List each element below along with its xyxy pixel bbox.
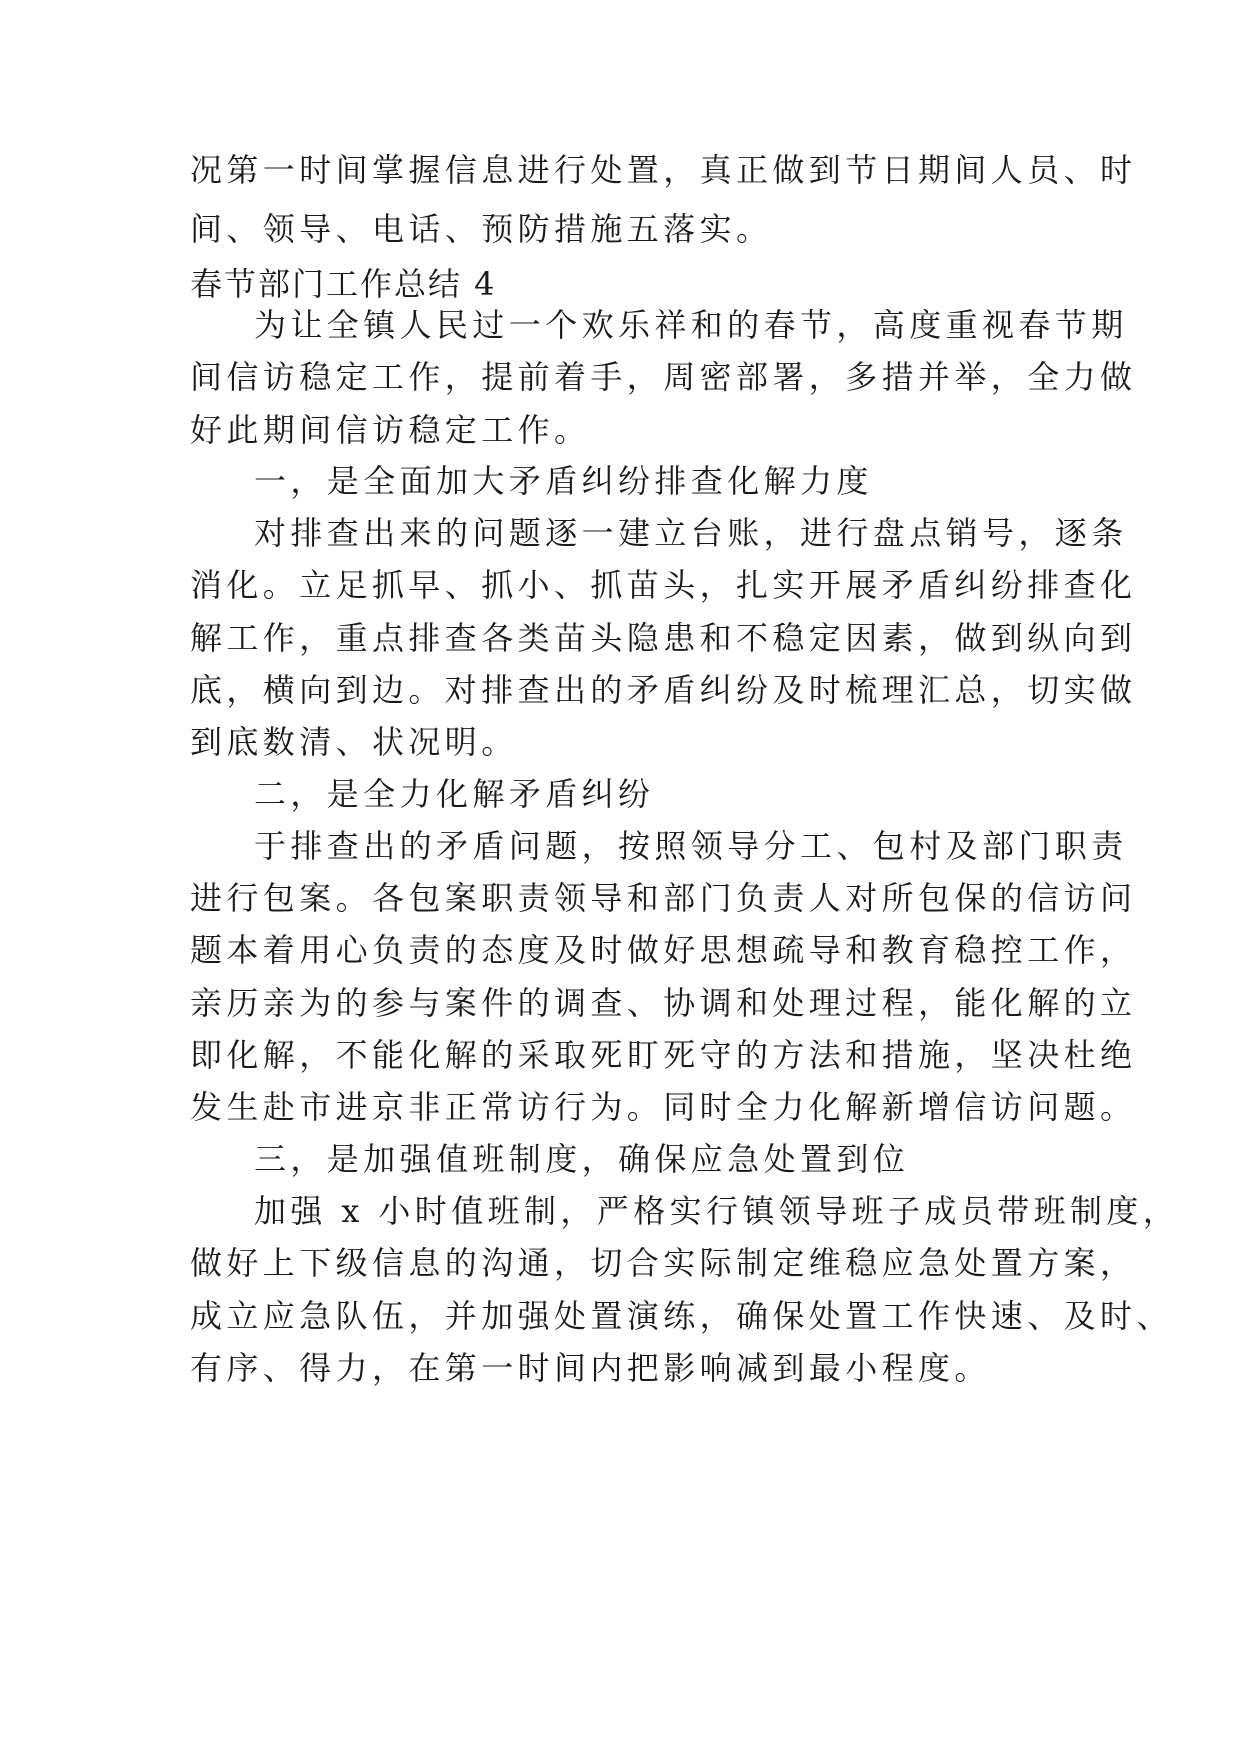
- section-title: 春节部门工作总结 4: [190, 265, 497, 303]
- paragraph-line: 即化解，不能化解的采取死盯死守的方法和措施，坚决杜绝: [190, 1036, 1137, 1074]
- paragraph-line: 对排查出来的问题逐一建立台账，进行盘点销号，逐条: [254, 514, 1128, 552]
- paragraph-line: 解工作，重点排查各类苗头隐患和不稳定因素，做到纵向到: [190, 619, 1137, 657]
- subheading-3: 三，是加强值班制度，确保应急处置到位: [254, 1140, 910, 1178]
- paragraph-line: 间信访稳定工作，提前着手，周密部署，多措并举，全力做: [190, 358, 1137, 396]
- paragraph-line: 消化。立足抓早、抓小、抓苗头，扎实开展矛盾纠纷排查化: [190, 566, 1137, 604]
- paragraph-line: 间、领导、电话、预防措施五落实。: [190, 210, 773, 248]
- paragraph-line: 况第一时间掌握信息进行处置，真正做到节日期间人员、时: [190, 151, 1137, 189]
- paragraph-line: 进行包案。各包案职责领导和部门负责人对所包保的信访问: [190, 879, 1137, 917]
- paragraph-line: 亲历亲为的参与案件的调查、协调和处理过程，能化解的立: [190, 984, 1137, 1022]
- paragraph-line: 底，横向到边。对排查出的矛盾纠纷及时梳理汇总，切实做: [190, 671, 1137, 709]
- paragraph-line: 于排查出的矛盾问题，按照领导分工、包村及部门职责: [254, 827, 1128, 865]
- subheading-1: 一，是全面加大矛盾纠纷排查化解力度: [254, 462, 873, 500]
- paragraph-line: 为让全镇人民过一个欢乐祥和的春节，高度重视春节期: [254, 306, 1128, 344]
- subheading-2: 二，是全力化解矛盾纠纷: [254, 775, 655, 813]
- paragraph-line: 加强 x 小时值班制，严格实行镇领导班子成员带班制度，: [254, 1192, 1180, 1230]
- paragraph-line: 到底数清、状况明。: [190, 723, 518, 761]
- paragraph-line: 有序、得力，在第一时间内把影响减到最小程度。: [190, 1349, 991, 1387]
- paragraph-line: 发生赴市进京非正常访行为。同时全力化解新增信访问题。: [190, 1088, 1137, 1126]
- paragraph-line: 好此期间信访稳定工作。: [190, 411, 591, 449]
- paragraph-line: 做好上下级信息的沟通，切合实际制定维稳应急处置方案，: [190, 1244, 1137, 1282]
- paragraph-line: 成立应急队伍，并加强处置演练，确保处置工作快速、及时、: [190, 1297, 1173, 1335]
- paragraph-line: 题本着用心负责的态度及时做好思想疏导和教育稳控工作，: [190, 931, 1137, 969]
